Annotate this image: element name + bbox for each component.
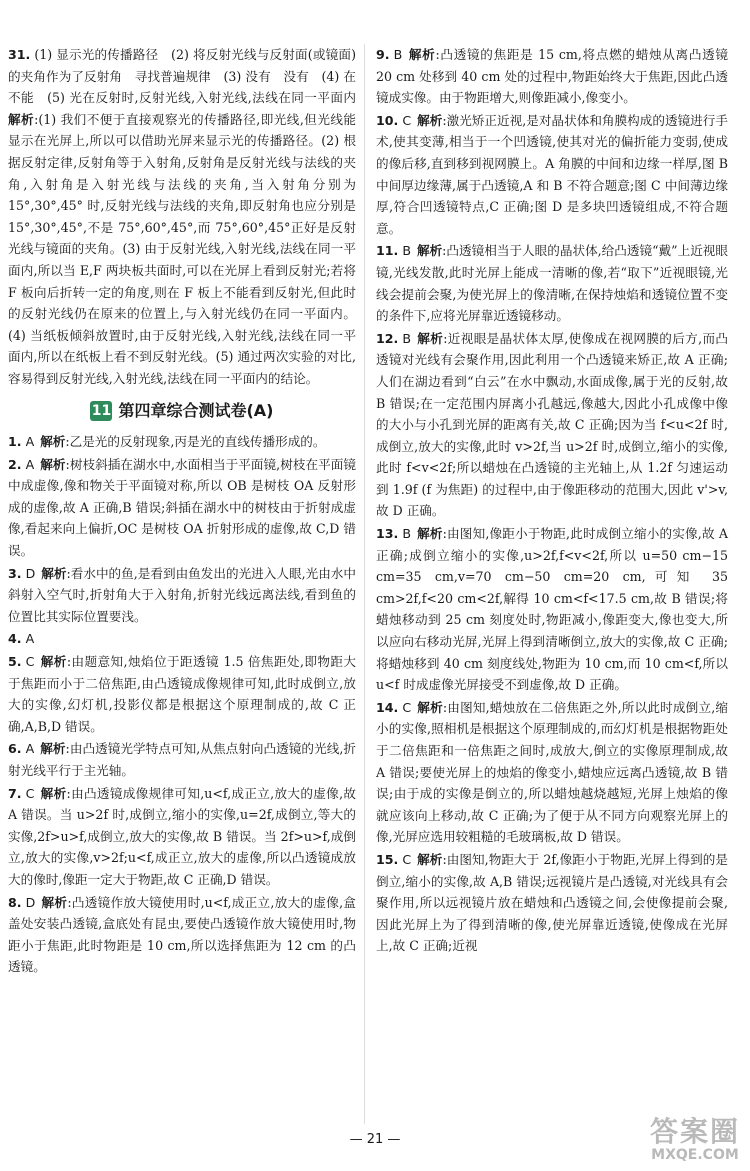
explanation-tag: 解析 xyxy=(417,699,443,715)
question-number: 31. xyxy=(8,47,31,62)
section-title: 第四章综合测试卷(A) xyxy=(118,400,274,420)
explanation-tag: 解析 xyxy=(40,741,66,757)
item-answer: D xyxy=(25,565,36,581)
answer-item-2 xyxy=(8,454,356,562)
item-number: 4. xyxy=(8,631,22,647)
answer-item-4 xyxy=(8,628,356,650)
item-number: 1. xyxy=(8,434,22,450)
item-answer: B xyxy=(393,47,403,62)
explanation-text: :乙是光的反射现象,丙是光的直线传播形成的。 xyxy=(65,434,326,450)
item-answer: C xyxy=(25,785,35,801)
explanation-text: :树枝斜插在湖水中,水面相当于平面镜,树枝在平面镜中成虚像,像和物关于平面镜对称,所以 OB 是树枝 OA 反射形成的虚像,故 A 正确,B 错误;斜插在湖水中的树枝由于折射成虚像,看起来向上偏折,OC 是树枝 OA 折射形成的虚像,故 C,D 错误。 xyxy=(8,456,357,559)
item-answer: D xyxy=(25,894,36,910)
answer-item-12 xyxy=(376,328,728,522)
answer-item-11 xyxy=(376,240,728,326)
section-heading xyxy=(8,400,356,422)
answer-item-6 xyxy=(8,738,356,781)
section-badge: 11 xyxy=(91,403,112,419)
watermark-url: MXQE.COM xyxy=(651,1147,739,1163)
answer-text: (1) 显示光的传播路径 (2) 将反射光线与反射面(或镜面)的夹角作为了反射角 寻找普遍规律 (3) 没有 没有 (4) 在 不能 (5) 光在反射时,反射光线,入射光线,法线在同一平面内 xyxy=(8,47,369,106)
explanation-tag: 解析 xyxy=(40,785,67,801)
explanation-text: :看水中的鱼,是看到由鱼发出的光进入人眼,光由水中斜射入空气时,折射角大于入射角,折射光线远离法线,看到鱼的位置比其实际位置要浅。 xyxy=(8,565,357,624)
explanation-tag: 解析 xyxy=(416,330,444,346)
item-number: 8. xyxy=(8,894,22,910)
item-answer: A xyxy=(25,741,35,757)
item-answer: C xyxy=(402,112,412,128)
explanation-tag: 解析 xyxy=(416,526,443,542)
answer-item-10 xyxy=(376,110,728,240)
page-number: — 21 — xyxy=(349,1132,401,1147)
right-column xyxy=(376,44,728,958)
item-number: 5. xyxy=(8,654,22,670)
item-answer: B xyxy=(402,243,411,259)
explanation-text: :近视眼是晶状体太厚,使像成在视网膜的后方,而凸透镜对光线有会聚作用,因此利用一个凸透镜来矫正,故 A 正确;人们在湖边看到“白云”在水中飘动,水面成像,属于光的反射,故 B 错误;在一定范围内屏离小孔越远,像越大,因此小孔成像中像的大小与小孔到光屏的距离有关,故 C 正确;因为当 f<u<2f 时,成倒立,放大的实像,此时 v>2f,当 u>2f 时,成倒立,缩小的实像,此时 f<v<2f;所以蜡烛在凸透镜的主光轴上,从 1.2f 匀速运动到 1.9f (f 为焦距) 的过程中,由于像距移动的范围大,因此 v'>v,故 D 正确。 xyxy=(376,330,729,519)
explanation-text: :(1) 我们不便于直接观察光的传播路径,即光线,但光线能显示在光屏上,所以可以借助光屏来显示光的传播路径。(2) 根据反射定律,反射角等于入射角,反射角是反射光线与法线的夹角,入射角是入射光线与法线的夹角,当入射角分别为 15°,30°,45° 时,反射光线与法线的夹角,即反射角也应分别是 15°,30°,45°,不是 75°,60°,45°,而 75°,60°,45°正好是反射光线与镜面的夹角。(3) 由于反射光线,入射光线,法线在同一平面内,所以当 E,F 两块板共面时,可以在光屏上看到反射光;若将 F 板向后折转一定的角度,则在 F 板上不能看到反射光,但此时的反射光线仍在原来的位置上,与入射光线仍在同一平面内。(4) 当纸板倾斜放置时,由于反射光线,入射光线,法线在同一平面内,所以在纸板上看不到反射光线。(5) 通过两次实验的对比,容易得到反射光线,入射光线,法线在同一平面内的结论。 xyxy=(8,111,357,386)
explanation-text: :凸透镜的焦距是 15 cm,将点燃的蜡烛从离凸透镜 20 cm 处移到 40 cm 处的过程中,物距始终大于焦距,因此凸透镜成实像。由于物距增大,则像距减小,像变小。 xyxy=(376,47,729,106)
explanation-tag: 解析 xyxy=(40,456,66,472)
explanation-tag: 解析 xyxy=(41,565,67,581)
column-divider xyxy=(364,44,365,1124)
explanation-text: :凸透镜作放大镜使用时,u<f,成正立,放大的虚像,盒盖处安装凸透镜,盒底处有昆虫,要使凸透镜作放大镜使用时,物距小于焦距,此时物距是 10 cm,所以选择焦距为 12 cm 的凸透镜。 xyxy=(8,894,356,975)
explanation-text: :由图知,蜡烛放在二倍焦距之外,所以此时成倒立,缩小的实像,照相机是根据这个原理制成的,而幻灯机是根据物距处于二倍焦距和一倍焦距之间时,成放大,倒立的实像原理制成,故 A 错误;要使光屏上的烛焰的像变小,蜡烛应远离凸透镜,故 B 错误;由于成的实像是倒立的,所以蜡烛越烧越短,光屏上烛焰的像就应该向上移动,故 C 正确;为了便于从不同方向观察光屏上的像,光屏应选用较粗糙的毛玻璃板,故 D 错误。 xyxy=(376,699,728,845)
explanation-text: :由图知,像距小于物距,此时成倒立缩小的实像,故 A 正确;成倒立缩小的实像,u>2f,f<v<2f,所以 u=50 cm−15 cm=35 cm,v=70 cm−50 cm=20 cm,可知 35 cm>2f,f<20 cm<2f,解得 10 cm<f<17.5 cm,故 B 错误;将蜡烛移动到 25 cm 刻度处时,物距减小,像距变大,像也变大,所以应向右移动光屏,光屏上得到清晰倒立,放大的实像,故 C 正确;将蜡烛移到 40 cm 刻度线处,物距为 10 cm,而 10 cm<f,所以 u<f 时成虚像光屏接受不到虚像,故 D 正确。 xyxy=(376,526,728,693)
item-answer: C xyxy=(402,851,412,867)
explanation-tag: 解析 xyxy=(41,894,68,910)
answer-item-3 xyxy=(8,563,356,628)
answer-item-1 xyxy=(8,431,356,453)
explanation-tag: 解析 xyxy=(40,434,66,450)
answer-item-7 xyxy=(8,783,356,891)
item-number: 3. xyxy=(8,565,22,581)
explanation-tag: 解析 xyxy=(417,851,443,867)
item-number: 13. xyxy=(376,526,399,542)
explanation-text: :由图知,物距大于 2f,像距小于物距,光屏上得到的是倒立,缩小的实像,故 A,B 错误;远视镜片是凸透镜,对光线具有会聚作用,所以远视镜片放在蜡烛和凸透镜之间,会使像提前会聚,因此光屏上为了得到清晰的像,使光屏靠近透镜,使像成在光屏上,故 C 正确;近视 xyxy=(376,851,729,954)
explanation-text: :凸透镜相当于人眼的晶状体,给凸透镜“戴”上近视眼镜,光线发散,此时光屏上能成一清晰的像,若“取下”近视眼镜,光线会提前会聚,为使光屏上的像清晰,在保持烛焰和透镜位置不变的条件下,应将光屏靠近透镜移动。 xyxy=(376,243,728,324)
explanation-text: :由凸透镜成像规律可知,u<f,成正立,放大的虚像,故 A 错误。当 u>2f 时,成倒立,缩小的实像,u=2f,成倒立,等大的实像,2f>u>f,成倒立,放大的实像,故 B 错误。当 2f>u>f,成倒立,放大的实像,v>2f;u<f,成正立,放大的虚像,所以凸透镜成放大的像时,像距一定大于物距,故 C 正确,D 错误。 xyxy=(8,785,356,887)
item-number: 12. xyxy=(376,330,399,346)
explanation-text: :激光矫正近视,是对晶状体和角膜构成的透镜进行手术,使其变薄,相当于一个凹透镜,使其对光的偏折能力变弱,使成的像后移,直到移到视网膜上。A 角膜的中间和边缘一样厚,图 B 中间厚边缘薄,属于凸透镜,A 和 B 不符合题意;图 C 中间薄边缘厚,符合凹透镜特点,C 正确;图 D 是多块凹透镜组成,不符合题意。 xyxy=(376,112,728,236)
item-answer: C xyxy=(25,654,35,670)
item-answer: B xyxy=(402,330,411,346)
watermark-logo xyxy=(649,1115,740,1163)
answer-item-14 xyxy=(376,697,728,848)
item-answer: A xyxy=(25,456,35,472)
item-number: 7. xyxy=(8,785,22,801)
item-number: 11. xyxy=(376,243,399,259)
item-number: 6. xyxy=(8,741,22,757)
item-answer: C xyxy=(402,699,412,715)
answer-item-5 xyxy=(8,651,356,737)
explanation-tag: 解析 xyxy=(417,112,443,128)
item-answer: A xyxy=(25,434,35,450)
explanation-tag: 解析 xyxy=(8,111,35,127)
explanation-text: :由凸透镜光学特点可知,从焦点射向凸透镜的光线,折射光线平行于主光轴。 xyxy=(8,741,357,778)
answer-item-15 xyxy=(376,849,728,957)
watermark-text: 答案圈 xyxy=(649,1115,740,1148)
explanation-tag: 解析 xyxy=(416,243,443,259)
explanation-tag: 解析 xyxy=(408,47,436,62)
item-answer: B xyxy=(402,526,411,542)
explanation-tag: 解析 xyxy=(40,654,67,670)
left-column xyxy=(8,44,369,979)
item-number: 14. xyxy=(376,699,399,715)
item-number: 2. xyxy=(8,456,22,472)
answer-item-13 xyxy=(376,523,728,696)
explanation-text: :由题意知,烛焰位于距透镜 1.5 倍焦距处,即物距大于焦距而小于二倍焦距,由凸透镜成像规律可知,此时成倒立,放大的实像,幻灯机,投影仪都是根据这个原理制成的,故 C 正确,A,B,D 错误。 xyxy=(8,654,356,734)
item-number: 9. xyxy=(376,47,390,62)
answer-item-9 xyxy=(376,44,728,109)
item-answer: A xyxy=(25,631,35,647)
item-number: 15. xyxy=(376,851,399,867)
item-number: 10. xyxy=(376,112,399,128)
answer-item-8 xyxy=(8,892,356,978)
question-31 xyxy=(8,44,369,390)
